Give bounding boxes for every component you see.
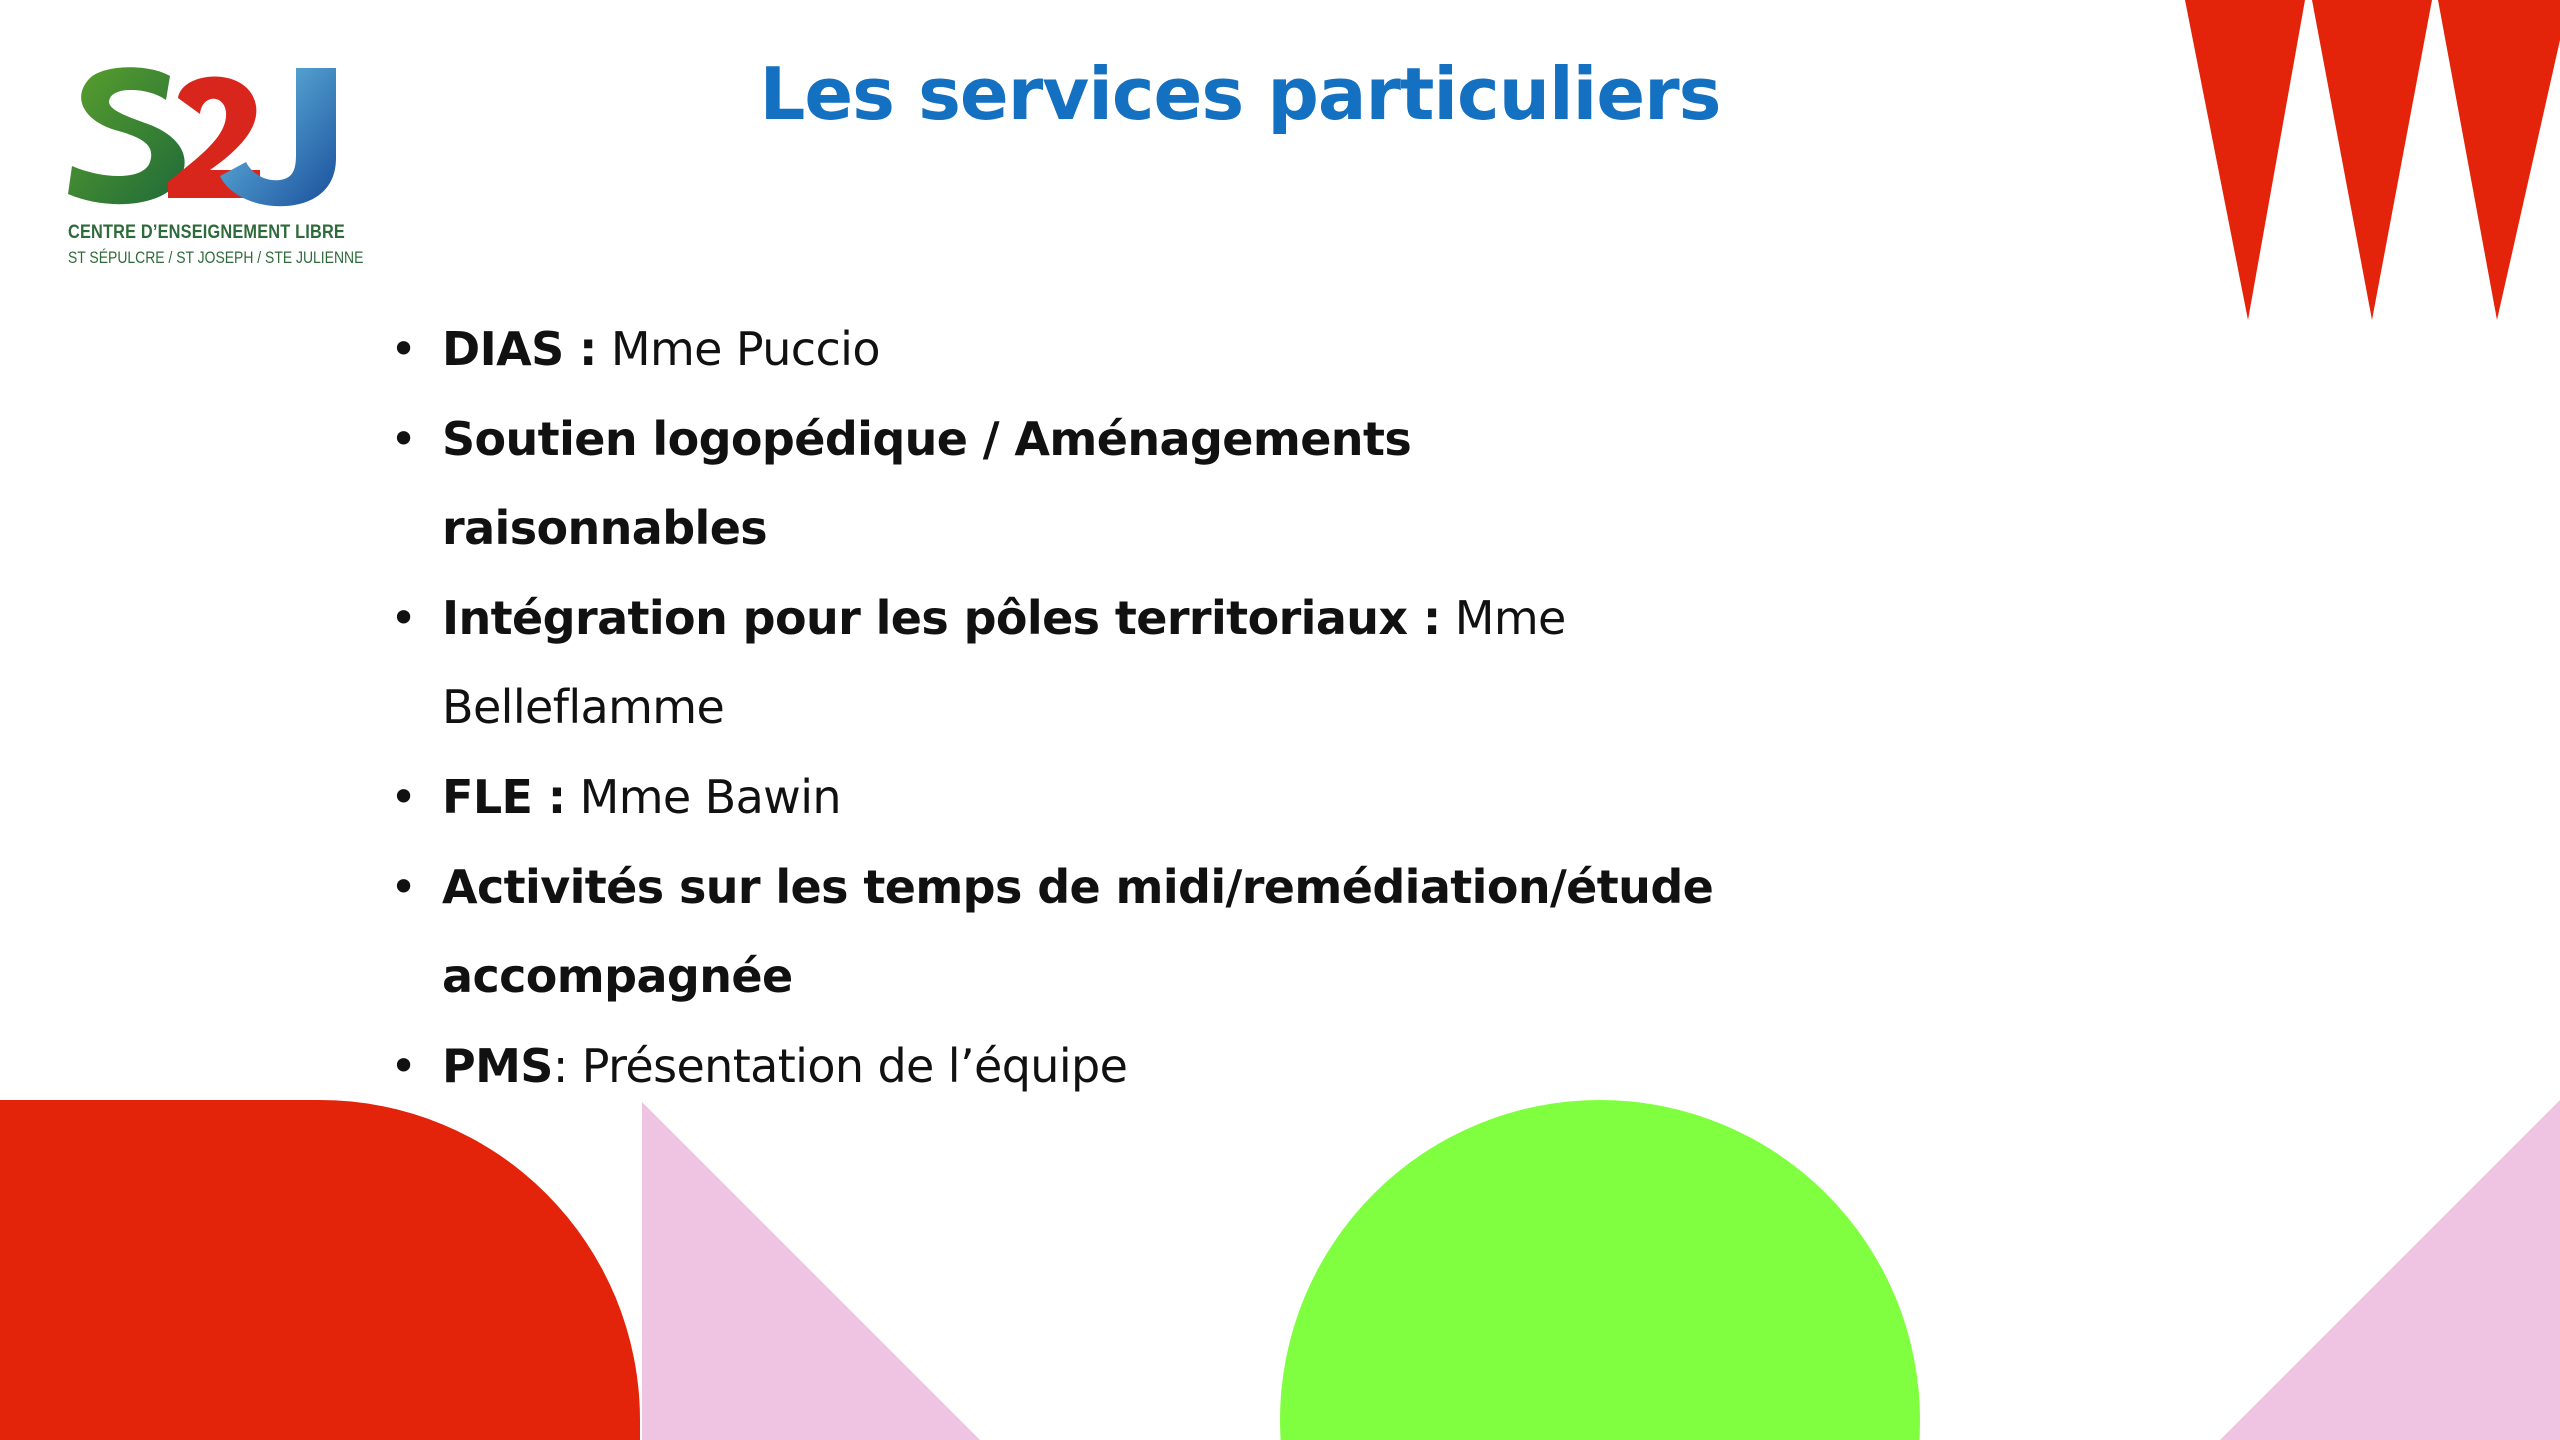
bullet-icon: •	[390, 590, 417, 645]
bullet-bold-text: DIAS :	[442, 322, 597, 376]
bullet-normal-text: Mme Puccio	[596, 322, 880, 376]
red-triangle-2	[2312, 0, 2432, 320]
bullet-icon: •	[390, 322, 417, 376]
bullet-item	[390, 305, 1750, 395]
bullet-item	[390, 843, 1722, 1022]
bullet-normal-text: Mme Belleflamme	[442, 590, 1566, 735]
bullet-bold-text: Activités sur les temps de midi/remédiation/étude accompagnée	[442, 859, 1714, 1004]
red-triangle-3	[2438, 0, 2560, 320]
red-semicircle-shape	[0, 1100, 640, 1440]
green-circle	[1280, 1100, 1920, 1440]
bullet-icon: •	[390, 769, 417, 824]
red-triangle-1	[2185, 0, 2305, 320]
bullet-normal-text: Mme Bawin	[565, 769, 841, 824]
bullet-bold-text: FLE :	[442, 769, 566, 824]
bullet-item	[390, 753, 1750, 843]
bullet-bold-text: Soutien logopédique / Aménagements raisonnables	[442, 411, 1412, 556]
bullet-normal-text: : Présentation de l’équipe	[552, 1038, 1128, 1093]
logo-schools: ST SÉPULCRE / ST JOSEPH / STE JULIENNE	[68, 248, 364, 267]
bullet-bold-text: Intégration pour les pôles territoriaux :	[442, 590, 1441, 645]
pink-triangle-right	[2220, 1100, 2560, 1440]
slide-title: Les services particuliers	[759, 52, 1721, 136]
bullet-icon: •	[390, 411, 417, 466]
bullet-item	[390, 574, 1582, 753]
bullet-item	[390, 1022, 1750, 1112]
bullet-icon: •	[390, 1038, 417, 1093]
bullet-bold-text: PMS	[442, 1038, 553, 1093]
bullet-icon: •	[390, 859, 417, 914]
bullet-list	[390, 305, 1750, 1111]
logo-tagline: CENTRE D’ENSEIGNEMENT LIBRE	[68, 222, 346, 243]
bullet-item	[390, 395, 1442, 574]
pink-triangle-left	[642, 1102, 980, 1440]
